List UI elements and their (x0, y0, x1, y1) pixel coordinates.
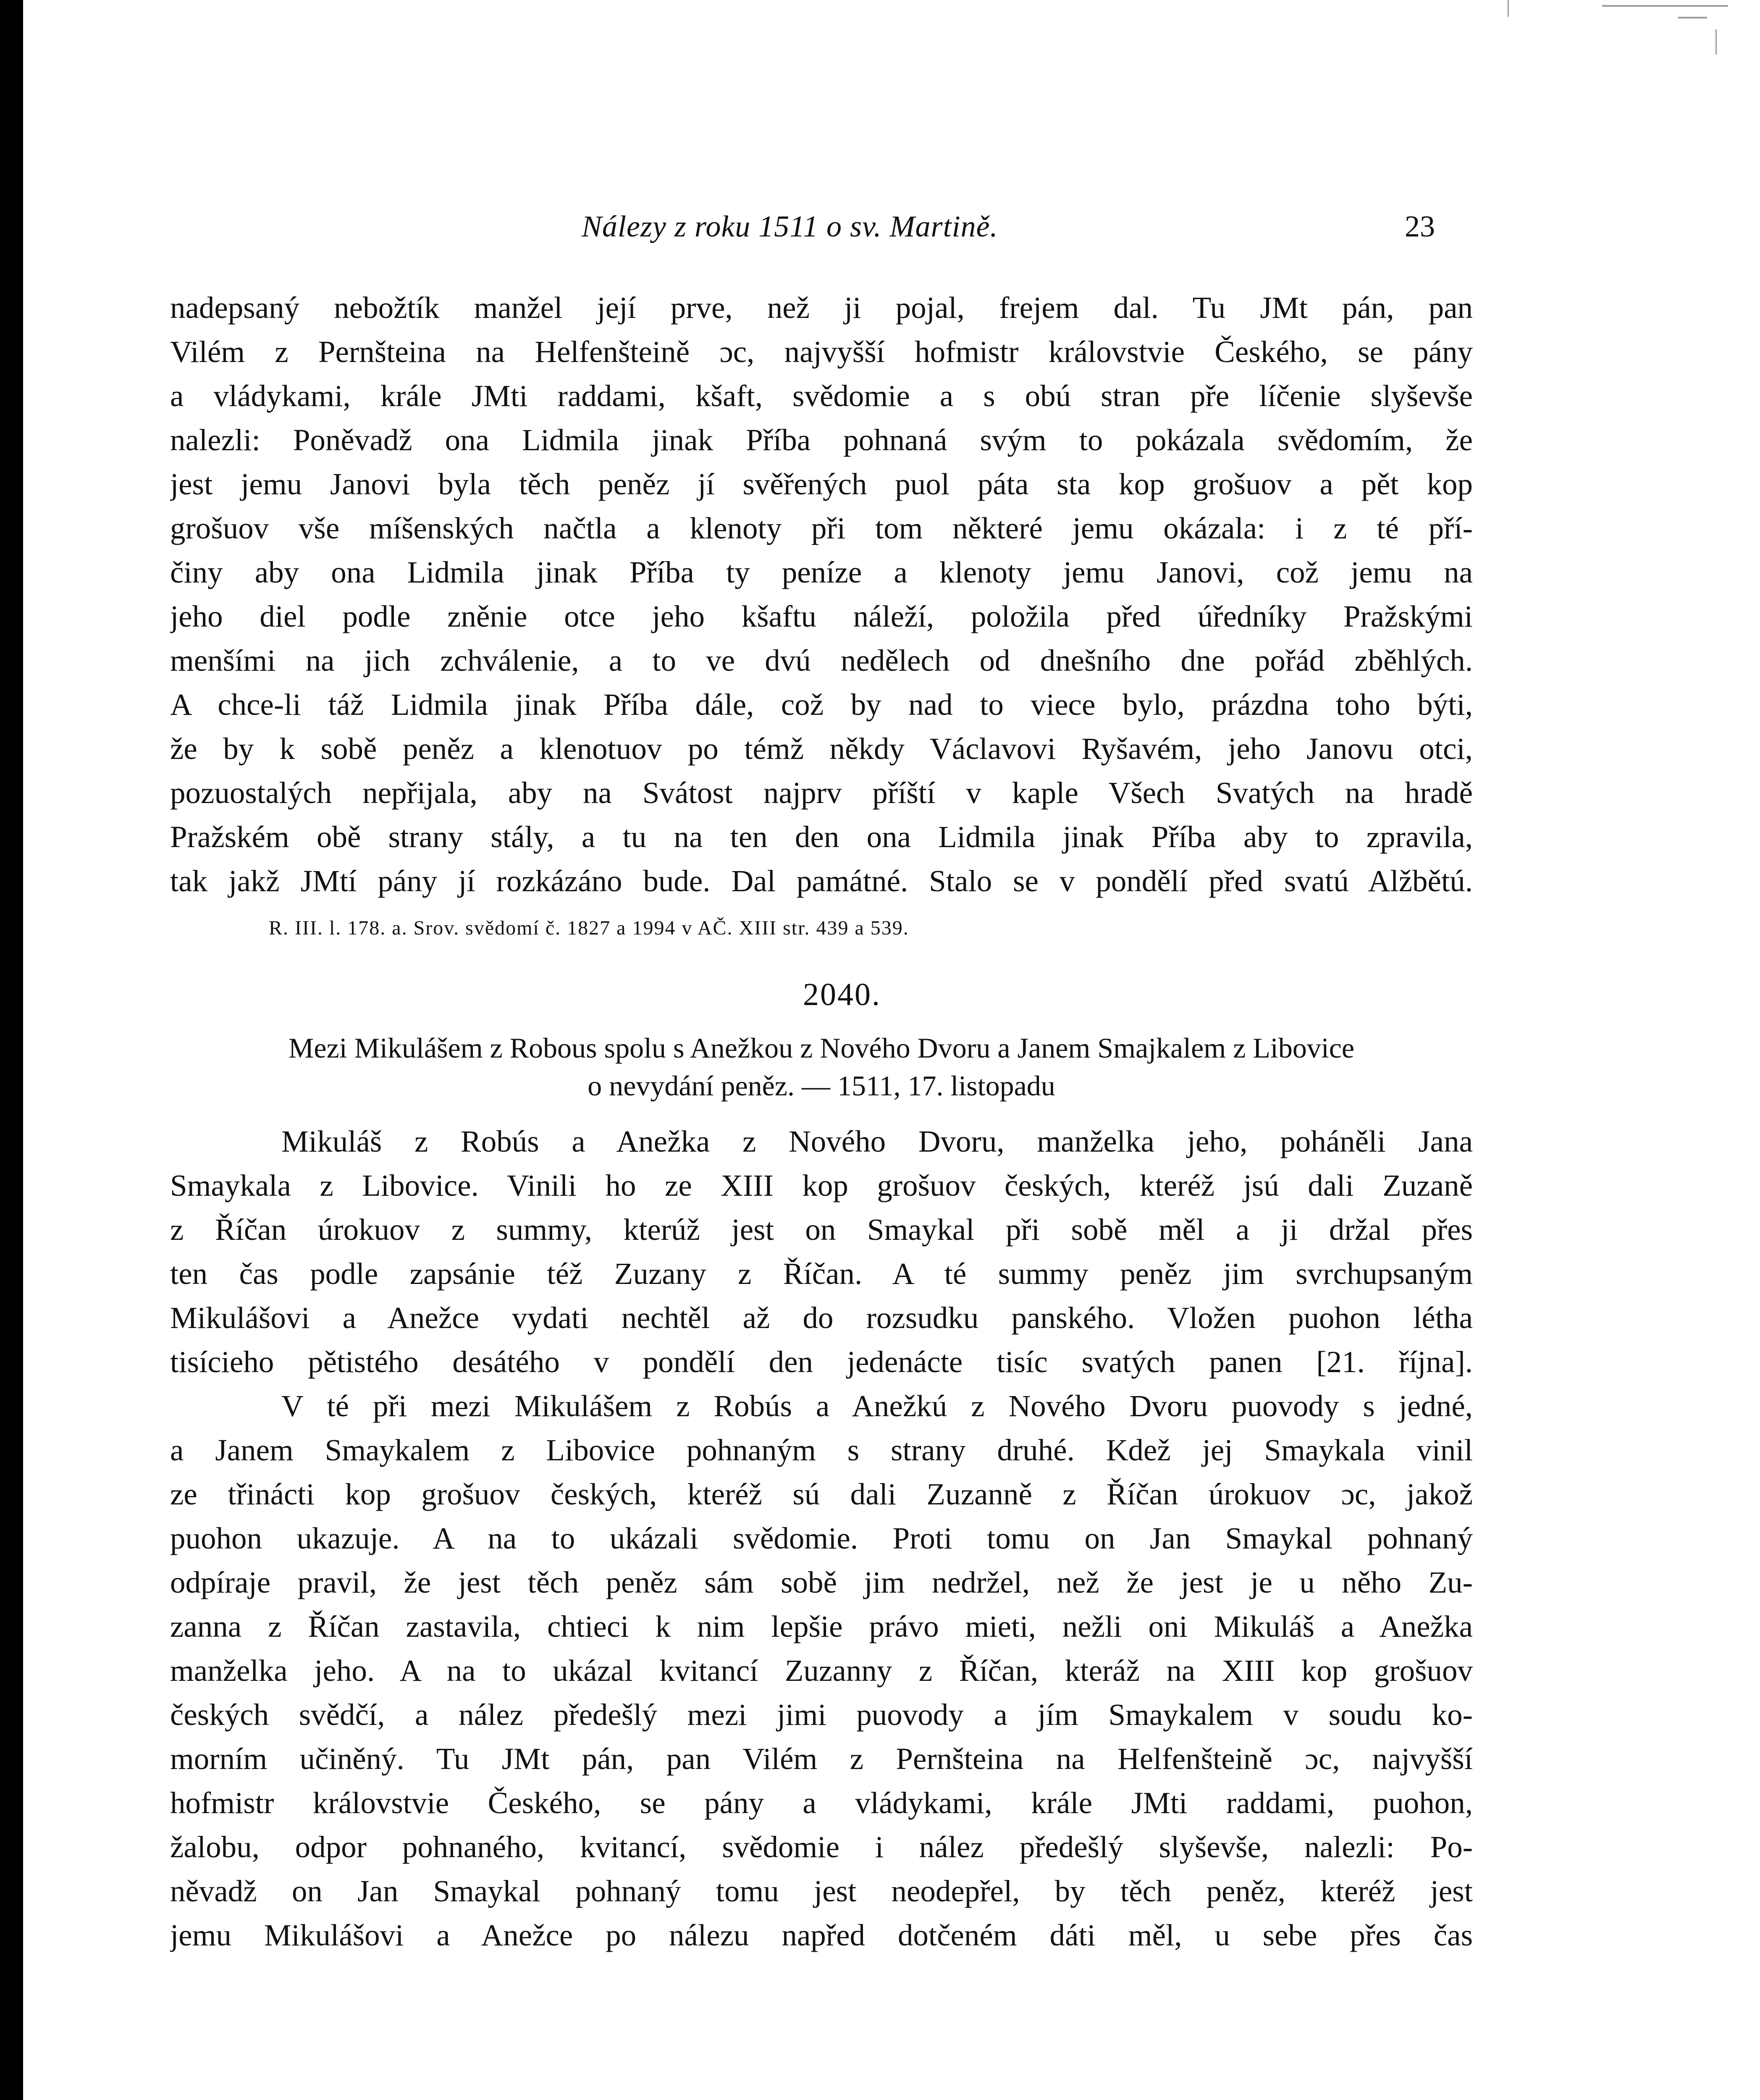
text-line: odpíraje pravil, že jest těch peněz sám sobě jim nedržel, než že jest je u něho Zu- (170, 1565, 1473, 1599)
text-line: ten čas podle zapsánie též Zuzany z Říčan. A té summy peněz jim svrchupsaným (170, 1257, 1473, 1291)
scan-edge-mark (1678, 17, 1707, 18)
text-line: zanna z Říčan zastavila, chtieci k nim lepšie právo mieti, nežli oni Mikuláš a Anežka (170, 1609, 1473, 1643)
text-line: Pražském obě strany stály, a tu na ten den ona Lidmila jinak Příba aby to zpravila, (170, 820, 1473, 854)
text-line: V té při mezi Mikulášem z Robús a Anežkú z Nového Dvoru puovody s jedné, (281, 1389, 1473, 1423)
entry-paragraph-1 (170, 1119, 1473, 1384)
scan-edge-mark (1715, 29, 1717, 55)
entry-summary (170, 1029, 1473, 1105)
text-line: žalobu, odpor pohnaného, kvitancí, svědomie i nález předešlý slyševše, nalezli: Po- (170, 1830, 1473, 1864)
entry-number: 2040. (803, 977, 881, 1012)
source-note: R. III. l. 178. a. Srov. svědomí č. 1827 a 1994 v AČ. XIII str. 439 a 539. (269, 917, 909, 939)
summary-line: o nevydání peněz. — 1511, 17. listopadu (588, 1070, 1055, 1102)
text-line: A chce-li táž Lidmila jinak Příba dále, což by nad to viece bylo, prázdna toho býti, (170, 688, 1473, 722)
text-line: že by k sobě peněz a klenotuov po témž někdy Václavovi Ryšavém, jeho Janovu otci, (170, 732, 1473, 766)
text-line: českých svědčí, a nález předešlý mezi jimi puovody a jím Smaykalem v soudu ko- (170, 1698, 1473, 1732)
text-line: Mikuláš z Robús a Anežka z Nového Dvoru, manželka jeho, poháněli Jana (281, 1124, 1473, 1158)
text-line: nadepsaný nebožtík manžel její prve, než ji pojal, frejem dal. Tu JMt pán, pan (170, 291, 1473, 325)
text-line: činy aby ona Lidmila jinak Příba ty peníze a klenoty jemu Janovi, což jemu na (170, 555, 1473, 589)
text-line: morním učiněný. Tu JMt pán, pan Vilém z Pernšteina na Helfenšteině ɔc, najvyšší (170, 1742, 1473, 1776)
scan-edge-mark (1508, 0, 1509, 17)
text-line: nalezli: Poněvadž ona Lidmila jinak Příba pohnaná svým to pokázala svědomím, že (170, 423, 1473, 457)
text-line: a Janem Smaykalem z Libovice pohnaným s strany druhé. Kdež jej Smaykala vinil (170, 1433, 1473, 1467)
page-number: 23 (1405, 210, 1435, 243)
text-line: ze třinácti kop grošuov českých, kteréž sú dali Zuzanně z Říčan úrokuov ɔc, jakož (170, 1477, 1473, 1511)
text-line: z Říčan úrokuov z summy, kterúž jest on Smaykal při sobě měl a ji držal přes (170, 1213, 1473, 1247)
entry-paragraph-2 (170, 1384, 1473, 1957)
text-line: manželka jeho. A na to ukázal kvitancí Zuzanny z Říčan, kteráž na XIII kop grošuov (170, 1654, 1473, 1688)
text-line: jemu Mikulášovi a Anežce po nálezu napřed dotčeném dáti měl, u sebe přes čas (170, 1918, 1473, 1952)
text-line: jeho diel podle zněnie otce jeho kšaftu náleží, položila před úředníky Pražskými (170, 599, 1473, 633)
text-line: Mikulášovi a Anežce vydati nechtěl až do rozsudku panského. Vložen puohon létha (170, 1301, 1473, 1335)
previous-entry-text (170, 286, 1473, 903)
summary-line: Mezi Mikulášem z Robous spolu s Anežkou z Nového Dvoru a Janem Smajkalem z Libovice (288, 1032, 1355, 1064)
text-line: a vládykami, krále JMti raddami, kšaft, svědomie a s obú stran pře líčenie slyševše (170, 379, 1473, 413)
text-line: grošuov vše míšenských načtla a klenoty při tom některé jemu okázala: i z té pří- (170, 511, 1473, 545)
text-line: něvadž on Jan Smaykal pohnaný tomu jest neodepřel, by těch peněz, kteréž jest (170, 1874, 1473, 1908)
running-title: Nálezy z roku 1511 o sv. Martině. (582, 210, 998, 243)
text-line: puohon ukazuje. A na to ukázali svědomie. Proti tomu on Jan Smaykal pohnaný (170, 1521, 1473, 1555)
book-page (23, 0, 1760, 2100)
text-line: tak jakž JMtí pány jí rozkázáno bude. Dal památné. Stalo se v pondělí před svatú Alžbětú. (170, 864, 1473, 898)
text-line: pozuostalých nepřijala, aby na Svátost najprv příští v kaple Všech Svatých na hradě (170, 776, 1473, 810)
scan-edge-mark (1602, 5, 1728, 7)
text-line: Smaykala z Libovice. Vinili ho ze XIII kop grošuov českých, kteréž jsú dali Zuzaně (170, 1168, 1473, 1202)
text-line: Vilém z Pernšteina na Helfenšteině ɔc, najvyšší hofmistr královstvie Českého, se pány (170, 335, 1473, 369)
text-line: jest jemu Janovi byla těch peněz jí svěřených puol páta sta kop grošuov a pět kop (170, 467, 1473, 501)
text-line: tisícieho pětistého desátého v pondělí den jedenácte tisíc svatých panen [21. října]. (170, 1345, 1473, 1379)
text-line: menšími na jich zchválenie, a to ve dvú nedělech od dnešního dne pořád zběhlých. (170, 643, 1473, 677)
text-line: hofmistr královstvie Českého, se pány a vládykami, krále JMti raddami, puohon, (170, 1786, 1473, 1820)
